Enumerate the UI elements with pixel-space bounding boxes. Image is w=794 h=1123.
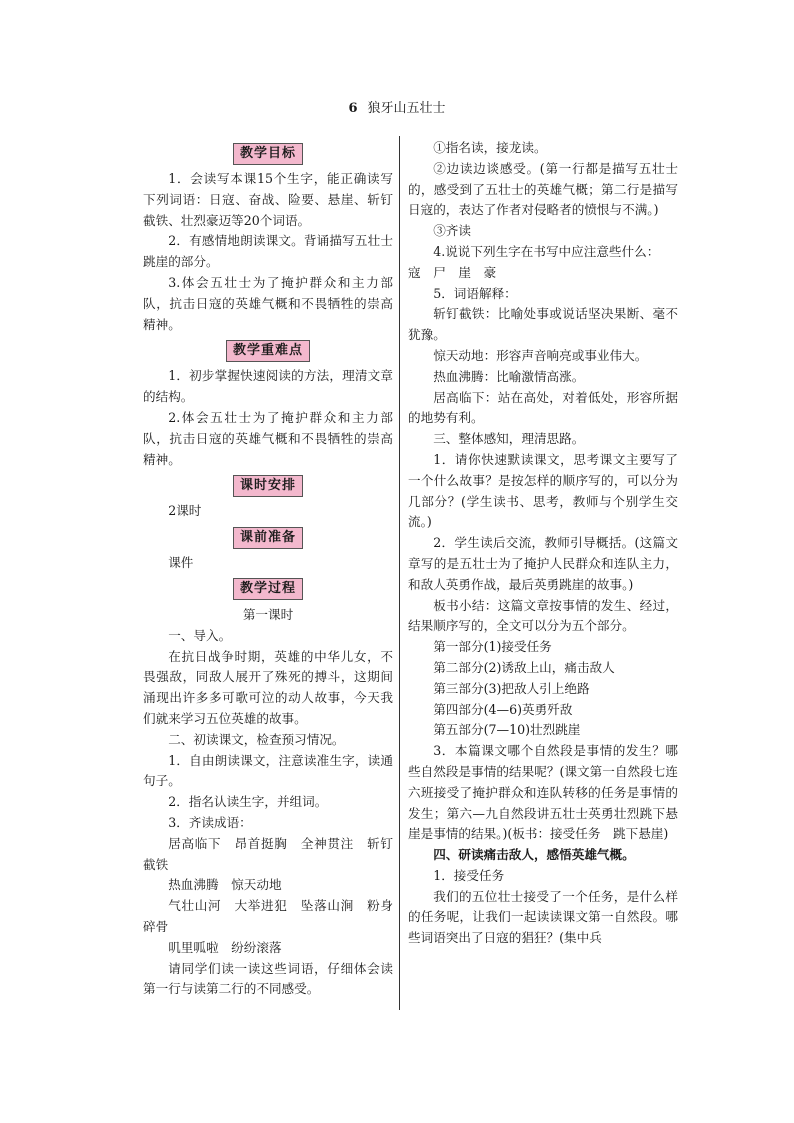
- goal-item: 1．会读写本课15个生字，能正确读写下列词语：日寇、奋战、险要、悬崖、斩钉截铁、壮烈豪迈等20个词语。: [143, 171, 393, 228]
- idiom-line: 热血沸腾 惊天动地: [168, 877, 282, 893]
- process-line: ②边读边谈感受。(第一行都是描写五壮士的，感受到了五壮士的英雄气概；第二行是描写日寇的，表达了作者对侵略者的愤恨与不满。): [408, 160, 678, 218]
- idiom-line: 气壮山河 大举进犯 坠落山涧 粉身碎骨: [143, 898, 393, 934]
- process-line: 3．本篇课文哪个自然段是事情的发生？哪些自然段是事情的结果呢？(课文第一自然段七连六班接受了掩护群众和连队转移的任务是事情的发生；第六—九自然段讲五壮士英勇壮烈跳下悬崖是事情的结果。)(板书：接受任务 跳下悬崖): [408, 743, 678, 842]
- part-line: 第二部分(2)诱敌上山，痛击敌人: [433, 659, 615, 675]
- part-line: 第一部分(1)接受任务: [433, 639, 552, 655]
- process-line: ①指名读，接龙读。: [433, 140, 547, 155]
- left-column: [143, 138, 393, 1000]
- process-line: 请同学们读一读这些词语，仔细体会读第一行与读第二行的不同感受。: [143, 960, 393, 997]
- part-line: 第五部分(7—10)壮烈跳崖: [433, 722, 581, 738]
- schedule-text: 2课时: [168, 503, 202, 519]
- process-line: 2．指名认读生字，并组词。: [168, 794, 328, 810]
- process-line: 1．接受任务: [433, 867, 505, 883]
- key-point-item: 2.体会五壮士为了掩护群众和主力部队，抗击日寇的英雄气概和不畏牺牲的崇高精神。: [143, 409, 393, 467]
- process-line: 2．学生读后交流，教师引导概括。(这篇文章写的是五壮士为了掩护人民群众和连队主力，和敌人英勇作战，最后英勇跳崖的故事。): [408, 535, 678, 592]
- process-line: 5．词语解释：: [433, 285, 517, 301]
- preparation-text: 课件: [168, 555, 194, 571]
- lesson-number: 6: [348, 101, 358, 116]
- process-line: 在抗日战争时期，英雄的中华儿女，不畏强敌，同敌人展开了殊死的搏斗，这期间涌现出许多多可歌可泣的动人故事，今天我们就来学习五位英雄的故事。: [143, 648, 393, 726]
- definition-line: 热血沸腾：比喻激情高涨。: [433, 368, 585, 384]
- process-line: 4.说说下列生字在书写中应注意些什么：: [433, 243, 660, 259]
- definition-line: 居高临下：站在高处，对着低处，形容所据的地势有利。: [408, 389, 678, 426]
- process-line: 3．齐读成语：: [168, 814, 252, 830]
- part-line: 第三部分(3)把敌人引上绝路: [433, 680, 590, 696]
- idiom-line: 居高临下 昂首挺胸 全神贯注 斩钉截铁: [143, 835, 393, 872]
- process-line: 二、初读课文，检查预习情况。: [168, 731, 345, 747]
- process-line: ③齐读: [433, 223, 471, 239]
- period-subheading: 第一课时: [242, 606, 294, 622]
- process-line: 三、整体感知，理清思路。: [433, 431, 585, 447]
- heading-schedule: 课时安排: [233, 475, 303, 497]
- section-heading: 四、研读痛击敌人，感悟英雄气概。: [433, 847, 635, 863]
- goal-item: 2．有感情地朗读课文。背诵描写五壮士跳崖的部分。: [143, 233, 393, 270]
- process-line: 一、导入。: [168, 627, 232, 643]
- heading-preparation: 课前准备: [233, 527, 303, 549]
- definition-line: 惊天动地：形容声音响亮或事业伟大。: [433, 347, 648, 363]
- process-line: 1．自由朗读课文，注意读准生字，读通句子。: [143, 752, 393, 789]
- process-line: 1．请你快速默读课文，思考课文主要写了一个什么故事？是按怎样的顺序写的，可以分为几部分？(学生读书、思考，教师与个别学生交流。): [408, 451, 678, 530]
- lesson-name: 狼牙山五壮士: [367, 101, 446, 116]
- definition-line: 斩钉截铁：比喻处事或说话坚决果断、毫不犹豫。: [408, 306, 678, 343]
- right-column: [408, 138, 678, 949]
- character-list: 寇 尸 崖 豪: [408, 264, 497, 280]
- heading-teaching-goals: 教学目标: [233, 143, 303, 165]
- process-line: 板书小结：这篇文章按事情的发生、经过，结果顺序写的，全文可以分为五个部分。: [408, 597, 678, 634]
- heading-process: 教学过程: [233, 578, 303, 600]
- idiom-line: 叽里呱啦 纷纷滚落: [168, 939, 282, 955]
- goal-item: 3.体会五壮士为了掩护群众和主力部队，抗击日寇的英雄气概和不畏牺牲的崇高精神。: [143, 274, 393, 332]
- lesson-title: [0, 100, 794, 118]
- part-line: 第四部分(4—6)英勇歼敌: [433, 701, 573, 717]
- process-line: 我们的五位壮士接受了一个任务，是什么样的任务呢，让我们一起读读课文第一自然段。哪些词语突出了日寇的猖狂？(集中兵: [408, 888, 678, 946]
- heading-key-points: 教学重难点: [226, 340, 310, 362]
- column-divider: [399, 136, 400, 1010]
- key-point-item: 1．初步掌握快速阅读的方法，理清文章的结构。: [143, 368, 393, 405]
